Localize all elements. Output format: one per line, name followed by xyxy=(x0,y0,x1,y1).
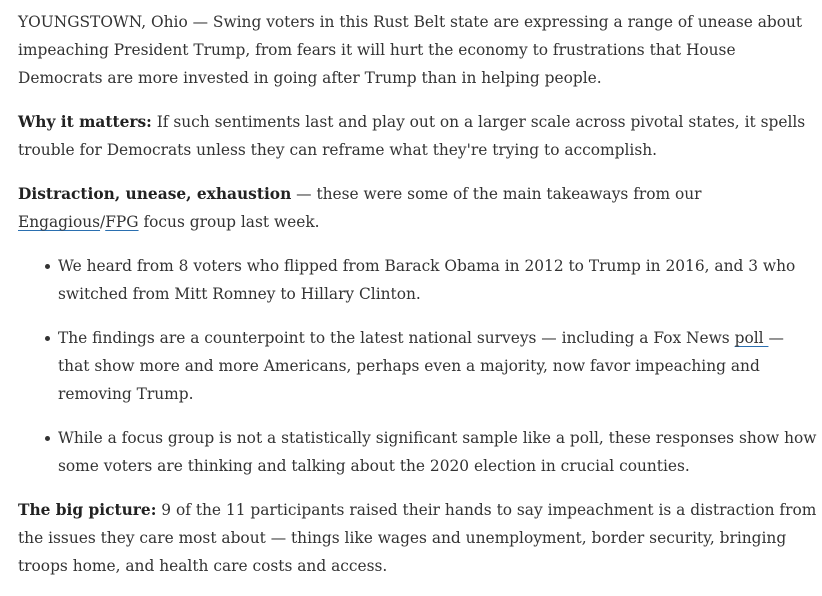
intro-text: YOUNGSTOWN, Ohio — Swing voters in this Rust Belt state are expressing a range of unease about impeaching President Trump, from fears it will hurt the economy to frustrations that House Democrats are more invested in going after Trump than in helping people. xyxy=(18,13,803,87)
bullet-list xyxy=(18,252,818,480)
bullet-text-findings-after: — that show more and more Americans, perhaps even a majority, now favor impeaching and removing Trump. xyxy=(58,329,784,403)
article-body xyxy=(18,8,818,596)
why-it-matters-label: Why it matters: xyxy=(18,113,152,131)
intro-paragraph xyxy=(18,8,818,92)
fox-news-poll-link[interactable]: poll xyxy=(734,329,769,347)
bullet-text-focus-group: While a focus group is not a statistically significant sample like a poll, these responses show how some voters are thinking and talking about the 2020 election in crucial counties. xyxy=(58,429,817,475)
big-picture-label: The big picture: xyxy=(18,501,157,519)
takeaways-paragraph xyxy=(18,180,818,236)
bullet-item-voters xyxy=(18,252,818,308)
why-it-matters-text: If such sentiments last and play out on a larger scale across pivotal states, it spells trouble for Democrats unless they can reframe what they're trying to accomplish. xyxy=(18,113,806,159)
takeaways-label: Distraction, unease, exhaustion xyxy=(18,185,292,203)
fpg-link[interactable]: FPG xyxy=(105,213,139,231)
big-picture-text: 9 of the 11 participants raised their hands to say impeachment is a distraction from the issues they care most about — things like wages and unemployment, border security, bringing troops home, and health care costs and access. xyxy=(18,501,817,575)
bullet-text-findings-before: The findings are a counterpoint to the latest national surveys — including a Fox News xyxy=(58,329,735,347)
engagious-link[interactable]: Engagious xyxy=(18,213,101,231)
why-it-matters-paragraph xyxy=(18,108,818,164)
bullet-item-findings xyxy=(18,324,818,408)
link-separator: / xyxy=(100,213,106,231)
bullet-text-voters: We heard from 8 voters who flipped from Barack Obama in 2012 to Trump in 2016, and 3 who switched from Mitt Romney to Hillary Clinton. xyxy=(58,257,796,303)
takeaways-text-after: focus group last week. xyxy=(138,213,320,231)
big-picture-paragraph xyxy=(18,496,818,580)
bullet-item-focus-group xyxy=(18,424,818,480)
takeaways-text-before: — these were some of the main takeaways from our xyxy=(291,185,702,203)
